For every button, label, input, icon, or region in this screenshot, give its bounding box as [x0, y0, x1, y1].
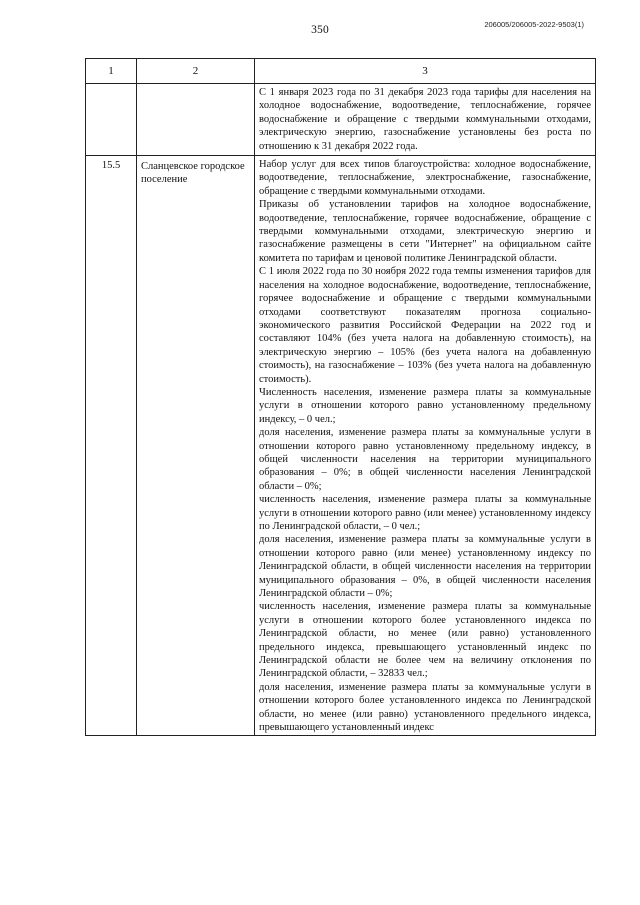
page-number: 350	[311, 24, 329, 36]
paragraph: Приказы об установлении тарифов на холодное водоснабжение, водоотведение, теплоснабжение, горячее водоснабжение, обращение с твердыми коммунальными отходами, электрическую энергию и газоснабжение размещены в сети "Интернет" на официальном сайте комитета по тарифам и ценовой политике Ленинградской области.	[259, 199, 591, 264]
row-number	[86, 84, 137, 156]
document-code: 206005/206005-2022-9503(1)	[484, 20, 584, 29]
column-header-1: 1	[86, 59, 137, 84]
settlement-name	[137, 84, 255, 156]
paragraph: Набор услуг для всех типов благоустройства: холодное водоснабжение, водоотведение, теплоснабжение, электроснабжение, газоснабжение, обращение с твердыми коммунальными отходами.	[259, 159, 591, 197]
column-header-2: 2	[137, 59, 255, 84]
tariff-description	[255, 84, 596, 156]
table-header-row	[86, 59, 596, 84]
paragraph: Численность населения, изменение размера платы за коммунальные услуги в отношении которого равно установленному предельному индексу, – 0 чел.;	[259, 386, 591, 425]
settlement-name: Сланцевское городское поселение	[137, 156, 255, 735]
paragraph: С 1 января 2023 года по 31 декабря 2023 года тарифы для населения на холодное водоснабжение, водоотведение, теплоснабжение, горячее водоснабжение и обращение с твердыми коммунальными отходами, электрическую энергию, газоснабжение установлены без роста по отношению к 31 декабря 2022 года.	[259, 87, 591, 152]
paragraph: численность населения, изменение размера платы за коммунальные услуги в отношении которого более установленного индекса по Ленинградской области, но менее (или равно) установленного предельного индекса, превышающего установленный индекс по Ленинградской области не более чем на величину отклонения по Ленинградской области, – 32833 чел.;	[259, 601, 591, 680]
paragraph: С 1 июля 2022 года по 30 ноября 2022 года темпы изменения тарифов для населения на холодное водоснабжение, водоотведение, теплоснабжение, горячее водоснабжение и обращение с твердыми коммунальными отходами соответствуют показателям прогноза социально-экономического развития Российской Федерации на 2022 год и составляют 104% (без учета налога на добавленную стоимость), на электрическую энергию – 105% (без учета налога на добавленную стоимость), на газоснабжение – 103% (без учета налога на добавленную стоимость).	[259, 266, 591, 385]
tariff-table	[85, 58, 596, 736]
column-header-3: 3	[255, 59, 596, 84]
table-row	[86, 156, 596, 735]
paragraph: доля населения, изменение размера платы за коммунальные услуги в отношении которого более установленного индекса по Ленинградской области, но менее (или равно) установленного предельного индекса, превышающего установленный индекс	[259, 681, 591, 734]
paragraph: численность населения, изменение размера платы за коммунальные услуги в отношении которого равно (или менее) установленному индексу по Ленинградской области, – 0 чел.;	[259, 494, 591, 532]
tariff-description	[255, 156, 596, 735]
table-row	[86, 84, 596, 156]
row-number: 15.5	[86, 156, 137, 735]
paragraph: доля населения, изменение размера платы за коммунальные услуги в отношении которого равно (или менее) установленному индексу по Ленинградской области, в общей численности населения на территории муниципального образования – 0%, в общей численности населения Ленинградской области – 0%;	[259, 534, 591, 600]
paragraph: доля населения, изменение размера платы за коммунальные услуги в отношении которого равно установленному предельному индексу, в общей численности населения на территории муниципального образования – 0%; в общей численности населения Ленинградской области – 0%;	[259, 427, 591, 492]
